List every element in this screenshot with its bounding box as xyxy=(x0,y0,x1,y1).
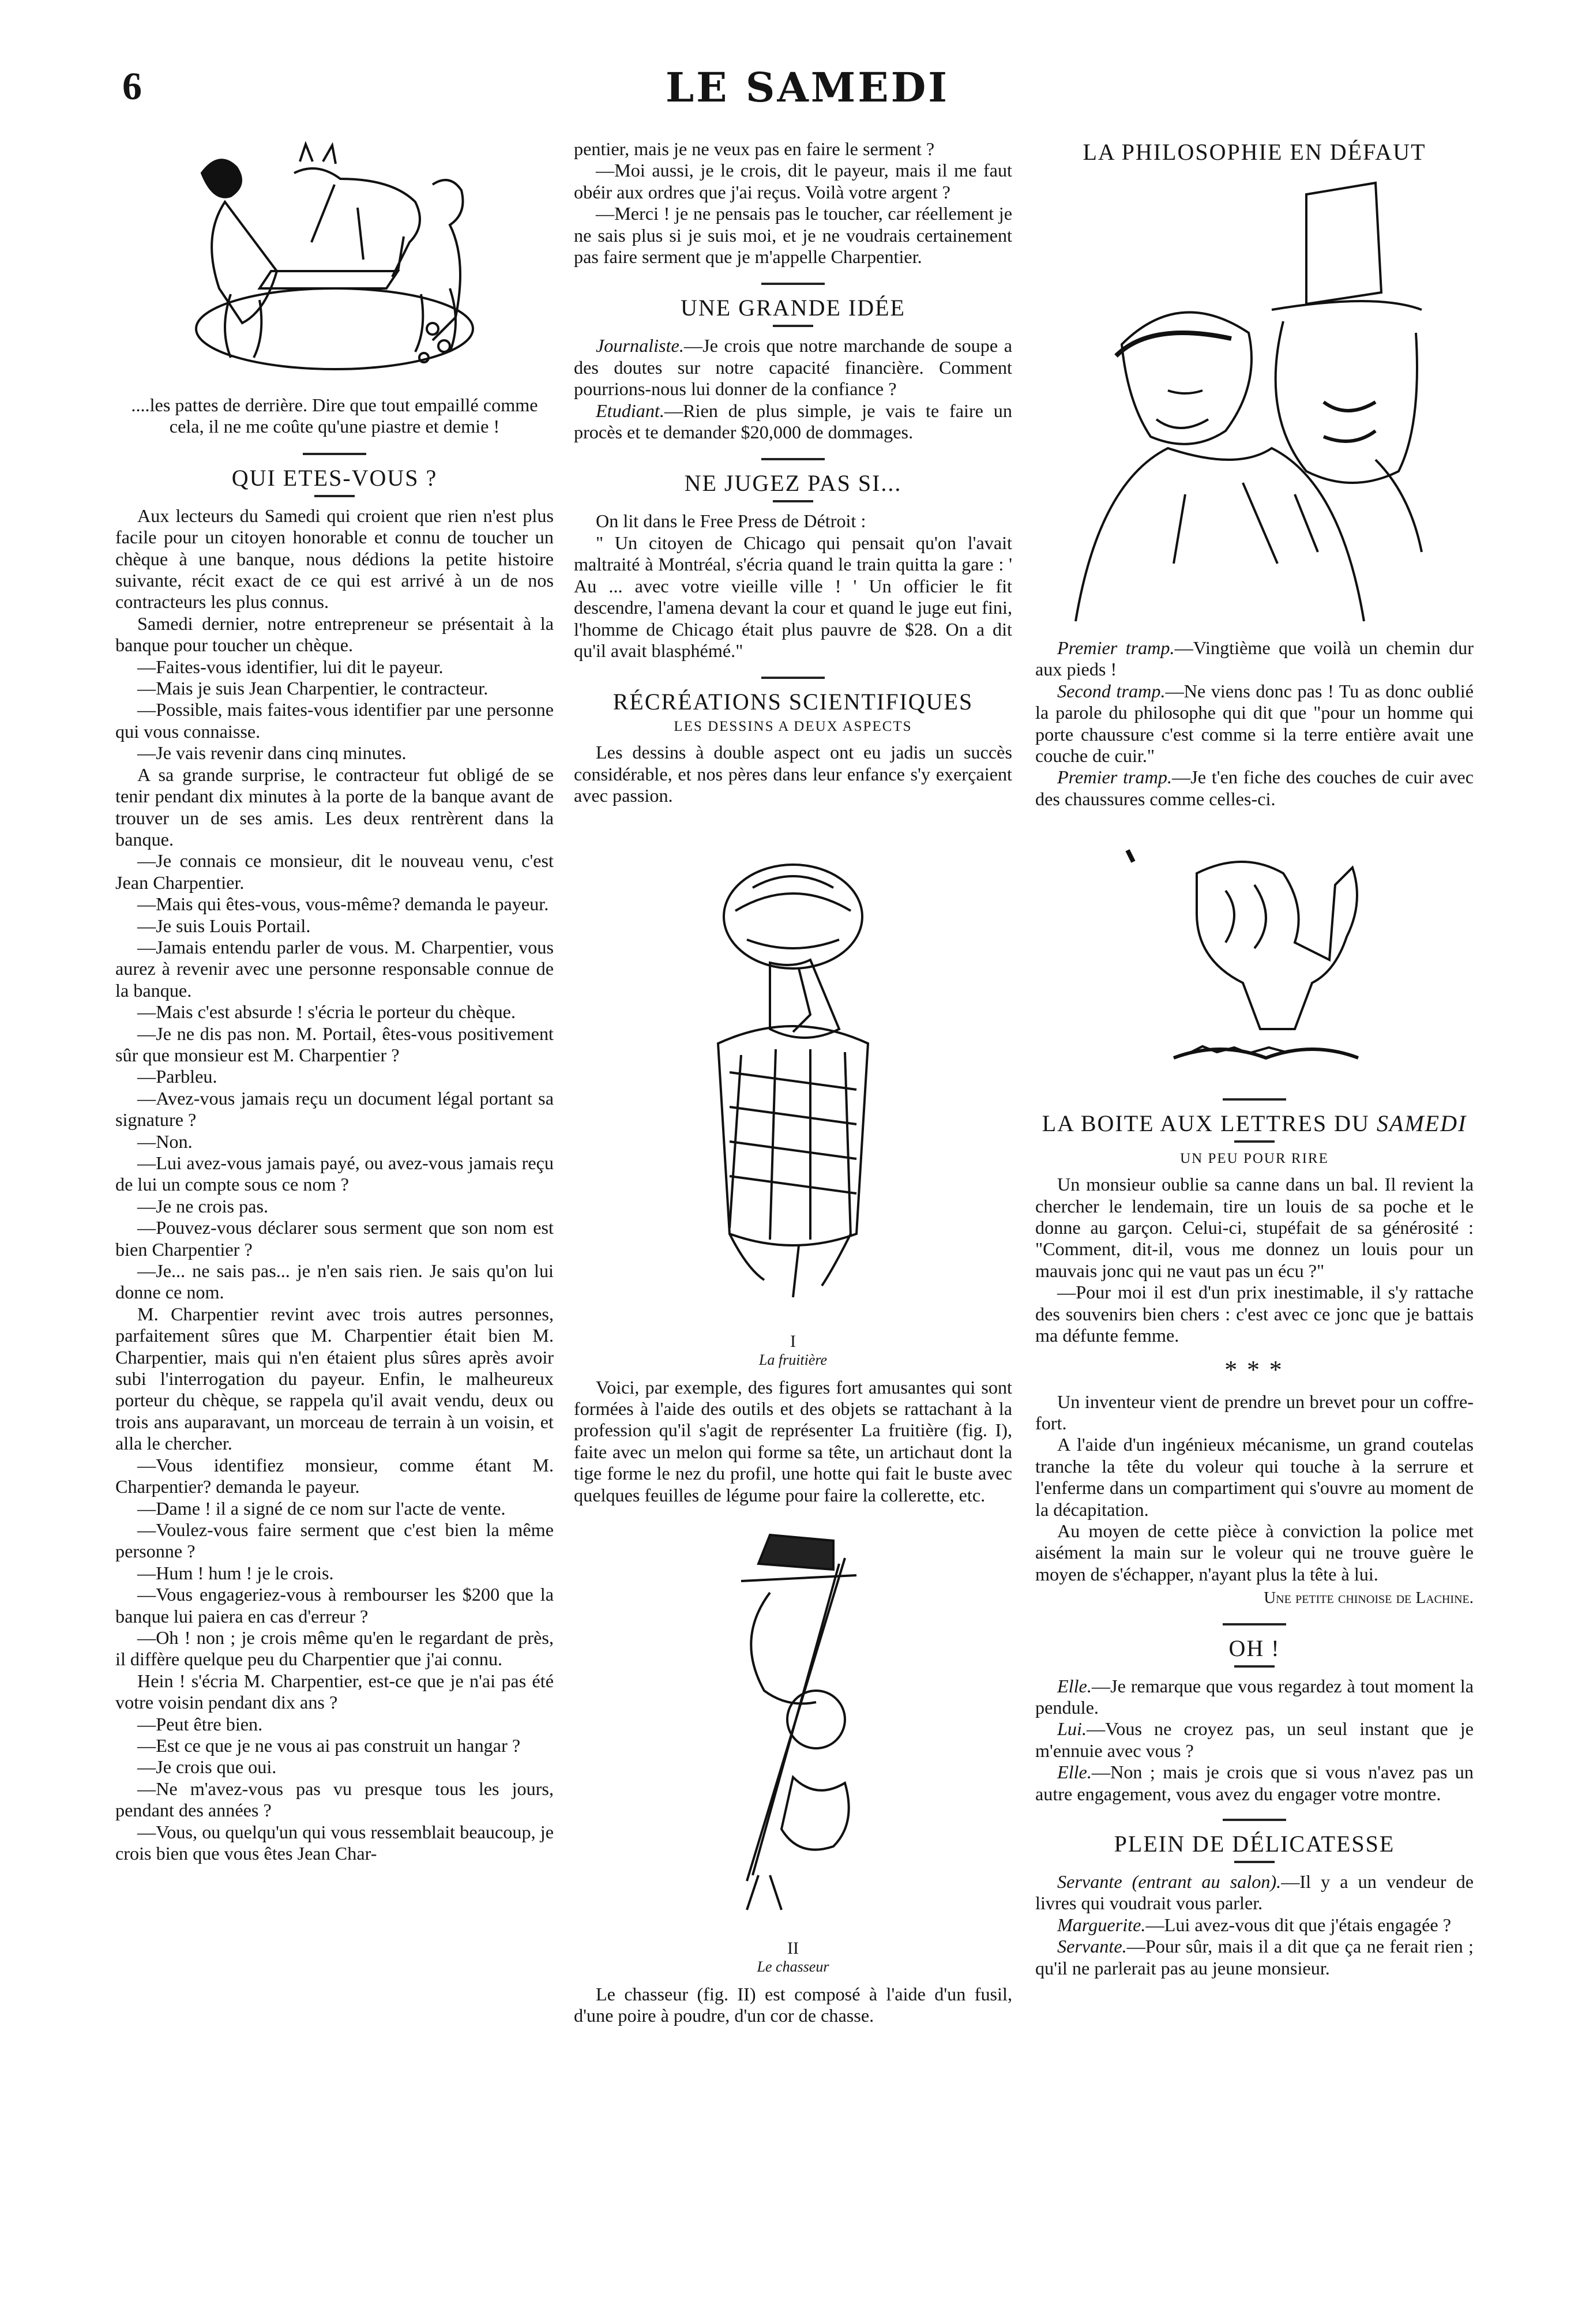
speaker: Second tramp. xyxy=(1057,680,1166,701)
paragraph: —Hum ! hum ! je le crois. xyxy=(137,1562,334,1583)
dialogue-line xyxy=(1035,1914,1474,1936)
asterism: * * * xyxy=(1224,1355,1284,1384)
paragraph: —Vous identifiez monsieur, comme étant M. Charpentier? demanda le payeur. xyxy=(115,1454,554,1497)
section-title-ne-jugez-pas: NE JUGEZ PAS SI... xyxy=(684,470,902,497)
dialogue-text: —Pour sûr, mais il a dit que ça ne ferait rien ; qu'il ne parlerait pas au jeune monsieur. xyxy=(1035,1936,1474,1978)
page-number: 6 xyxy=(122,64,142,108)
two-tramps-illustration xyxy=(1053,171,1456,633)
paragraph: —Non. xyxy=(137,1131,193,1152)
paragraph: —Jamais entendu parler de vous. M. Charpentier, vous aurez à revenir avec une personne responsable connue de la banque. xyxy=(115,936,554,1001)
dialogue-text: —Rien de plus simple, je vais te faire un procès et te demander $20,000 de dommages. xyxy=(574,400,1012,443)
dialogue-line xyxy=(1035,1718,1474,1762)
column-1 xyxy=(115,138,554,2301)
paragraph: On lit dans le Free Press de Détroit : xyxy=(596,510,866,532)
figure-label: I xyxy=(790,1331,796,1351)
article-qui-etes-vous xyxy=(115,505,554,1865)
paragraph: —Je vais revenir dans cinq minutes. xyxy=(137,742,407,764)
figure-caption: La fruitière xyxy=(758,1351,828,1368)
section-title-oh: OH ! xyxy=(1228,1635,1280,1661)
section-rule xyxy=(303,453,366,455)
figure-caption: Le chasseur xyxy=(757,1958,829,1975)
caption-line xyxy=(1035,681,1474,767)
paragraph: —Je ne dis pas non. M. Portail, êtes-vous positivement sûr que monsieur est M. Charpentier ? xyxy=(115,1023,554,1065)
dialogue-text: —Vous ne croyez pas, un seul instant que je m'ennuie avec vous ? xyxy=(1035,1718,1474,1761)
page-header xyxy=(0,63,1582,133)
speaker: Premier tramp. xyxy=(1057,637,1175,658)
paragraph: Au moyen de cette pièce à conviction la police met aisément la main sur le voleur qui ne trouve guère le moyen de s'échapper, n'ayant plus la tête à lui. xyxy=(1035,1520,1474,1585)
dialogue-text: —Il y a un vendeur de livres qui voudrait vous parler. xyxy=(1035,1871,1474,1914)
speaker: Servante (entrant au salon). xyxy=(1057,1871,1282,1892)
figure-label: II xyxy=(787,1938,799,1958)
section-rule xyxy=(761,458,825,460)
speaker: Servante. xyxy=(1057,1936,1127,1957)
caption-text: —Ne viens donc pas ! Tu as donc oublié la parole du philosophe qui dit que "pour un homme qui porte chaussure c'est comme si la terre entière avait une couche de cuir." xyxy=(1035,680,1474,767)
cartoon-caption: ....les pattes de derrière. Dire que tout empaillé comme cela, il ne me coûte qu'une piastre et demie ! xyxy=(131,395,538,437)
paragraph: " Un citoyen de Chicago qui pensait qu'on l'avait maltraité à Montréal, s'écria quand le train quitta la gare : ' Au ... avec votre vieille ville ! ' Un officier le fit descendre, l'amena devant la cour et quand le juge eut fini, l'homme de Chicago était plus pauvre de $28. On a dit qu'il avait blasphémé." xyxy=(574,532,1012,661)
speaker: Elle. xyxy=(1057,1762,1092,1783)
newspaper-title: LE SAMEDI xyxy=(665,63,950,111)
section-rule xyxy=(761,283,825,285)
section-rule xyxy=(314,495,355,497)
chasseur-illustration xyxy=(707,1529,880,1933)
dialogue-line xyxy=(1035,1936,1474,1979)
paragraph: —Je connais ce monsieur, dit le nouveau venu, c'est Jean Charpentier. xyxy=(115,850,554,893)
fruitiere-illustration xyxy=(683,853,903,1326)
section-title-plein-de-delicatesse: PLEIN DE DÉLICATESSE xyxy=(1114,1831,1395,1857)
dialogue-text: —Non ; mais je crois que si vous n'avez pas un autre engagement, vous avez du engager votre montre. xyxy=(1035,1762,1474,1804)
signature: Une petite chinoise de Lachine. xyxy=(1264,1589,1474,1608)
paragraph: —Je ne crois pas. xyxy=(137,1195,269,1217)
paragraph: pentier, mais je ne veux pas en faire le serment ? xyxy=(574,138,935,159)
speaker: Etudiant. xyxy=(596,400,664,421)
dialogue-text: —Lui avez-vous dit que j'étais engagée ? xyxy=(1145,1914,1452,1935)
paragraph: —Ne m'avez-vous pas vu presque tous les jours, pendant des années ? xyxy=(115,1778,554,1821)
paragraph: Hein ! s'écria M. Charpentier, est-ce que je n'ai pas été votre voisin pendant dix ans ? xyxy=(115,1670,554,1713)
paragraph: —Mais qui êtes-vous, vous-même? demanda le payeur. xyxy=(137,893,549,915)
paragraph: —Mais c'est absurde ! s'écria le porteur du chèque. xyxy=(137,1001,516,1023)
cartoon-donkey-illustration xyxy=(161,138,508,386)
paragraph: Voici, par exemple, des figures fort amusantes qui sont formées à l'aide des outils et des objets se rattachant à la profession qu'il s'agit de représenter La fruitière (fig. I), faite avec un melon qui forme sa tête, un artichaut dont la tige forme le nez du profil, une hotte qui fait le buste avec quelques feuilles de légume pour faire la collerette, etc. xyxy=(574,1376,1012,1505)
dialogue-text: —Je crois que notre marchande de soupe a des doutes sur notre capacité financière. Comment pourrions-nous lui donner de la confiance ? xyxy=(574,335,1012,400)
speaker: Journaliste. xyxy=(596,335,684,356)
paragraph: —Dame ! il a signé de ce nom sur l'acte de vente. xyxy=(137,1497,506,1519)
speaker: Lui. xyxy=(1057,1718,1087,1740)
column-2 xyxy=(574,138,1012,2301)
dialogue-line xyxy=(1035,1676,1474,1719)
paragraph: —Lui avez-vous jamais payé, ou avez-vous jamais reçu de lui un compte sous ce nom ? xyxy=(115,1152,554,1195)
section-title-boite-aux-lettres xyxy=(1035,1110,1474,1137)
section-subtitle: LES DESSINS A DEUX ASPECTS xyxy=(674,719,912,735)
paragraph: —Voulez-vous faire serment que c'est bien la même personne ? xyxy=(115,1519,554,1562)
speaker: Premier tramp. xyxy=(1057,767,1173,788)
paragraph: Le chasseur (fig. II) est composé à l'aide d'un fusil, d'une poire à poudre, d'un cor de chasse. xyxy=(574,1983,1012,2026)
dialogue-line xyxy=(574,400,1012,444)
caption-line xyxy=(1035,637,1474,681)
paragraph: —Est ce que je ne vous ai pas construit un hangar ? xyxy=(137,1734,521,1756)
paragraph: —Je crois que oui. xyxy=(137,1756,277,1778)
section-title-recreations: RÉCRÉATIONS SCIENTIFIQUES xyxy=(612,689,974,715)
paragraph: —Avez-vous jamais reçu un document légal portant sa signature ? xyxy=(115,1087,554,1131)
title-text: LA BOITE AUX LETTRES DU xyxy=(1042,1110,1370,1137)
paragraph: —Pour moi il est d'un prix inestimable, il s'y rattache des souvenirs bien chers : c'est avec ce jonc que je battais ma défunte femme. xyxy=(1035,1282,1474,1346)
paragraph: Aux lecteurs du Samedi qui croient que rien n'est plus facile pour un citoyen honorable et connu de toucher un chèque à une banque, nous dédions la petite histoire suivante, récit exact de ce qui est arrivé à un de nos contracteurs les plus connus. xyxy=(115,505,554,613)
caption-text: —Je t'en fiche des couches de cuir avec des chaussures comme celles-ci. xyxy=(1035,767,1474,809)
section-title-philosophie: LA PHILOSOPHIE EN DÉFAUT xyxy=(1083,139,1426,165)
section-subtitle: UN PEU POUR RIRE xyxy=(1180,1151,1329,1167)
paragraph: —Peut être bien. xyxy=(137,1713,263,1734)
paragraph: —Possible, mais faites-vous identifier par une personne qui vous connaisse. xyxy=(115,699,554,742)
paragraph: A l'aide d'un ingénieux mécanisme, un grand coutelas tranche la tête du voleur qui touche à la serrure et l'enferme dans un compartiment qui s'ouvre au moment de la décapitation. xyxy=(1035,1434,1474,1520)
section-rule xyxy=(1234,1665,1275,1668)
paragraph: Un monsieur oublie sa canne dans un bal. Il revient la chercher le lendemain, tire un louis de sa poche et le donne au garçon. Celui-ci, stupéfait de sa générosité : "Comment, dit-il, vous me donnez un louis pour un mauvais jonc qui ne vaut pas un écu ?" xyxy=(1035,1174,1474,1281)
section-rule xyxy=(1223,1098,1286,1101)
paragraph: —Mais je suis Jean Charpentier, le contracteur. xyxy=(137,678,488,699)
section-rule xyxy=(1223,1819,1286,1821)
caption-text: —Vingtième que voilà un chemin dur aux pieds ! xyxy=(1035,637,1474,680)
section-rule xyxy=(773,325,813,327)
paragraph: —Vous, ou quelqu'un qui vous ressemblait beaucoup, je crois bien que vous êtes Jean Char- xyxy=(115,1821,554,1864)
paragraph: —Pouvez-vous déclarer sous serment que son nom est bien Charpentier ? xyxy=(115,1217,554,1260)
paragraph: —Je... ne sais pas... je n'en sais rien. Je sais qu'on lui donne ce nom. xyxy=(115,1260,554,1303)
paragraph: —Oh ! non ; je crois même qu'en le regardant de près, il diffère quelque peu du Charpentier que j'ai connu. xyxy=(115,1627,554,1670)
title-em: SAMEDI xyxy=(1376,1110,1467,1137)
section-rule xyxy=(1223,1623,1286,1625)
paragraph: Un inventeur vient de prendre un brevet pour un coffre-fort. xyxy=(1035,1391,1474,1433)
dialogue-text: —Je remarque que vous regardez à tout moment la pendule. xyxy=(1035,1675,1474,1718)
paragraph: A sa grande surprise, le contracteur fut obligé de se tenir pendant dix minutes à la porte de la banque avant de trouver un de ses amis. Les deux rentrèrent dans la banque. xyxy=(115,764,554,850)
column-3 xyxy=(1035,138,1474,2301)
paragraph: Samedi dernier, notre entrepreneur se présentait à la banque pour toucher un chèque. xyxy=(115,613,554,656)
caption-line xyxy=(1035,767,1474,810)
section-title-qui-etes-vous: QUI ETES-VOUS ? xyxy=(231,464,438,491)
dialogue-line xyxy=(1035,1871,1474,1914)
paragraph: —Je suis Louis Portail. xyxy=(137,915,311,936)
paragraph: —Faites-vous identifier, lui dit le payeur. xyxy=(137,656,444,677)
section-rule xyxy=(761,677,825,679)
section-rule xyxy=(1234,1140,1275,1143)
worn-boot-illustration xyxy=(1104,827,1404,1075)
paragraph: —Parbleu. xyxy=(137,1066,217,1087)
dialogue-line xyxy=(574,335,1012,400)
speaker: Marguerite. xyxy=(1057,1914,1146,1935)
section-rule xyxy=(1234,1861,1275,1863)
section-rule xyxy=(773,500,813,502)
speaker: Elle. xyxy=(1057,1675,1092,1696)
paragraph: M. Charpentier revint avec trois autres personnes, parfaitement sûres que M. Charpentier était bien M. Charpentier, mais qui n'en étaient plus sûres après avoir subi l'interrogation du payeur. Enfin, le malheureux porteur du chèque, se rappela qu'il avait vendu, deux ou trois ans auparavant, un morceau de terrain à un voisin, et alla le chercher. xyxy=(115,1303,554,1454)
dialogue-line xyxy=(1035,1762,1474,1805)
paragraph: —Vous engageriez-vous à rembourser les $200 que la banque lui paiera en cas d'erreur ? xyxy=(115,1584,554,1627)
section-title-une-grande-idee: UNE GRANDE IDÉE xyxy=(681,295,905,321)
paragraph: —Moi aussi, je le crois, dit le payeur, mais il me faut obéir aux ordres que j'ai reçus. Voilà votre argent ? xyxy=(574,160,1012,202)
paragraph: —Merci ! je ne pensais pas le toucher, car réellement je ne sais plus si je suis moi, et je ne voudrais certainement pas faire serment que je m'appelle Charpentier. xyxy=(574,203,1012,268)
paragraph: Les dessins à double aspect ont eu jadis un succès considérable, et nos pères dans leur enfance s'y exerçaient avec passion. xyxy=(574,742,1012,806)
